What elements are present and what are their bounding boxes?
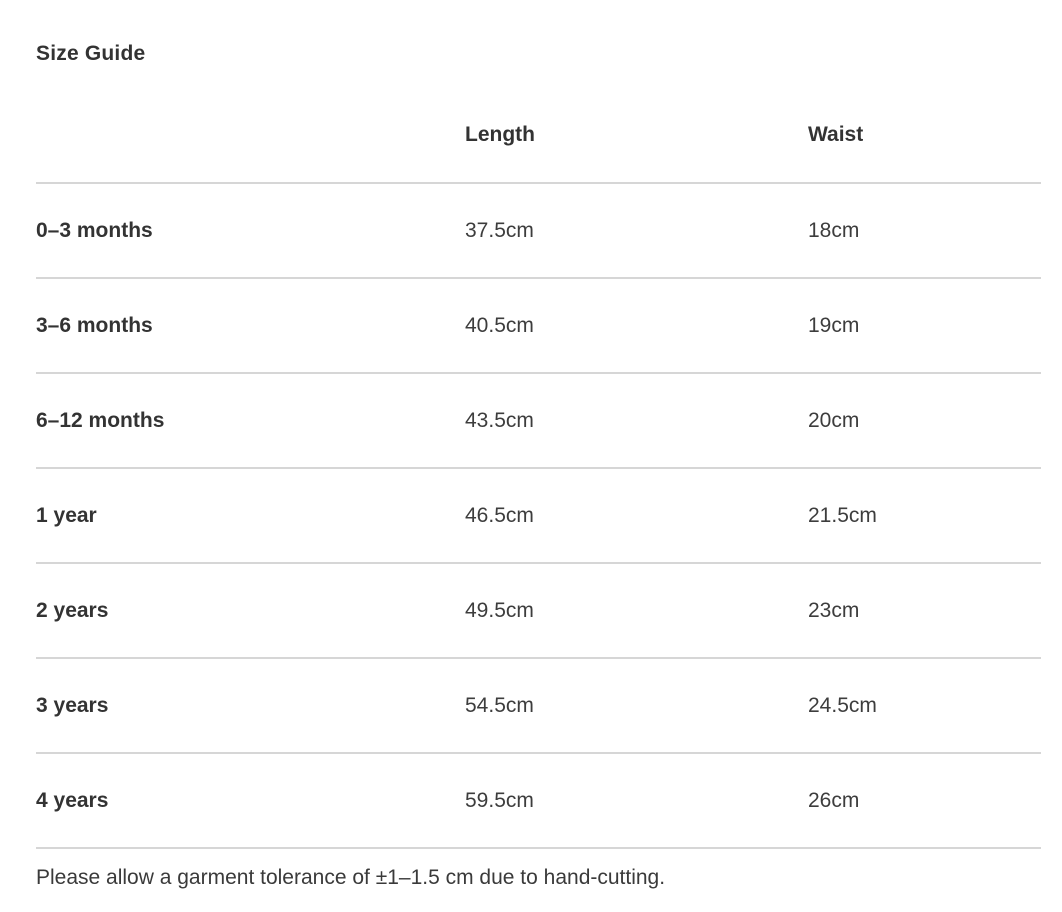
- tolerance-note: Please allow a garment tolerance of ±1–1.5 cm due to hand-cutting.: [36, 866, 666, 889]
- table-row: [36, 373, 1041, 468]
- size-cell: 4 years: [36, 753, 465, 848]
- table-row: [36, 468, 1041, 563]
- size-cell: 6–12 months: [36, 373, 465, 468]
- page-title: Size Guide: [36, 42, 146, 65]
- table-row: [36, 753, 1041, 848]
- waist-cell: 24.5cm: [808, 658, 1041, 753]
- size-cell: 2 years: [36, 563, 465, 658]
- table-row: [36, 658, 1041, 753]
- table-header: [36, 88, 1041, 183]
- length-cell: 37.5cm: [465, 183, 808, 278]
- size-table: [36, 88, 1041, 849]
- length-cell: 59.5cm: [465, 753, 808, 848]
- table-header-row: [36, 88, 1041, 183]
- column-header-size: [36, 88, 465, 183]
- waist-cell: 19cm: [808, 278, 1041, 373]
- length-cell: 46.5cm: [465, 468, 808, 563]
- table-row: [36, 278, 1041, 373]
- column-header-waist: Waist: [808, 88, 1041, 183]
- waist-cell: 21.5cm: [808, 468, 1041, 563]
- length-cell: 49.5cm: [465, 563, 808, 658]
- waist-cell: 23cm: [808, 563, 1041, 658]
- waist-cell: 18cm: [808, 183, 1041, 278]
- size-cell: 3–6 months: [36, 278, 465, 373]
- table-row: [36, 183, 1041, 278]
- length-cell: 40.5cm: [465, 278, 808, 373]
- table-body: [36, 183, 1041, 848]
- column-header-length: Length: [465, 88, 808, 183]
- size-cell: 1 year: [36, 468, 465, 563]
- length-cell: 43.5cm: [465, 373, 808, 468]
- table-row: [36, 563, 1041, 658]
- waist-cell: 26cm: [808, 753, 1041, 848]
- size-cell: 0–3 months: [36, 183, 465, 278]
- length-cell: 54.5cm: [465, 658, 808, 753]
- waist-cell: 20cm: [808, 373, 1041, 468]
- size-cell: 3 years: [36, 658, 465, 753]
